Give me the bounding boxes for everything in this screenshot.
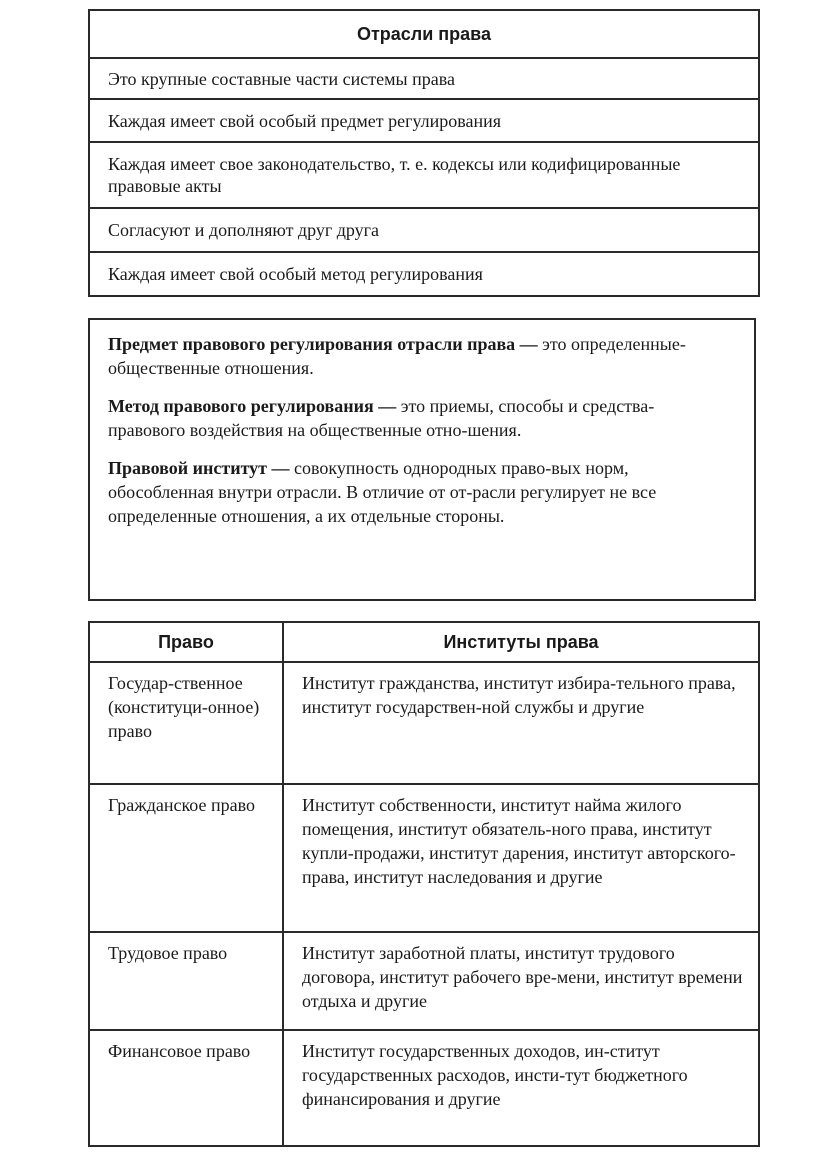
definition-term: Предмет правового регулирования отрасли права — — [108, 334, 538, 354]
definition-text: совокупность однородных право-вых норм, обособленная внутри отрасли. В отличие от от-расли регулирует не все определенные отношения, а их отдельные стороны. — [108, 458, 657, 526]
branches-table-row: Это крупные составные части системы права — [90, 59, 758, 100]
definition-method — [108, 394, 736, 442]
branches-table-row: Каждая имеет свой особый предмет регулирования — [90, 100, 758, 143]
law-name-cell: Гражданское право — [89, 784, 283, 932]
institutes-cell: Институт государственных доходов, ин-ститут государственных расходов, инсти-тут бюджетного финансирования и другие — [283, 1030, 759, 1146]
institutes-cell: Институт собственности, институт найма жилого помещения, институт обязатель-ного права, институт купли-продажи, институт дарения, институт авторского-права, институт наследования и другие — [283, 784, 759, 932]
table-header-row — [89, 622, 759, 662]
institutes-cell: Институт заработной платы, институт трудового договора, институт рабочего вре-мени, институт времени отдыха и другие — [283, 932, 759, 1030]
branches-of-law-table — [88, 9, 760, 297]
definition-institute — [108, 456, 736, 528]
table-row — [89, 784, 759, 932]
branches-table-row: Каждая имеет свое законодательство, т. е. кодексы или кодифицированные правовые акты — [90, 143, 758, 209]
column-header-institutes: Институты права — [283, 622, 759, 662]
column-header-law: Право — [89, 622, 283, 662]
definition-term: Правовой институт — — [108, 458, 290, 478]
institutes-cell: Институт гражданства, институт избира-тельного права, институт государствен-ной службы и другие — [283, 662, 759, 784]
definition-text: это определенные- общественные отношения. — [108, 334, 686, 378]
law-name-cell: Государ-ственное (конституци-онное) право — [89, 662, 283, 784]
definition-term: Метод правового регулирования — — [108, 396, 397, 416]
table-row — [89, 662, 759, 784]
branches-table-header: Отрасли права — [90, 11, 758, 59]
definitions-box — [88, 318, 756, 601]
table-row — [89, 1030, 759, 1146]
law-institutes-table — [88, 621, 760, 1147]
definition-subject — [108, 332, 736, 380]
definition-text: это приемы, способы и средства- правового воздействия на общественные отно-шения. — [108, 396, 655, 440]
branches-table-row: Согласуют и дополняют друг друга — [90, 209, 758, 253]
table-row — [89, 932, 759, 1030]
law-name-cell: Финансовое право — [89, 1030, 283, 1146]
branches-table-row: Каждая имеет свой особый метод регулирования — [108, 264, 483, 284]
law-name-cell: Трудовое право — [89, 932, 283, 1030]
